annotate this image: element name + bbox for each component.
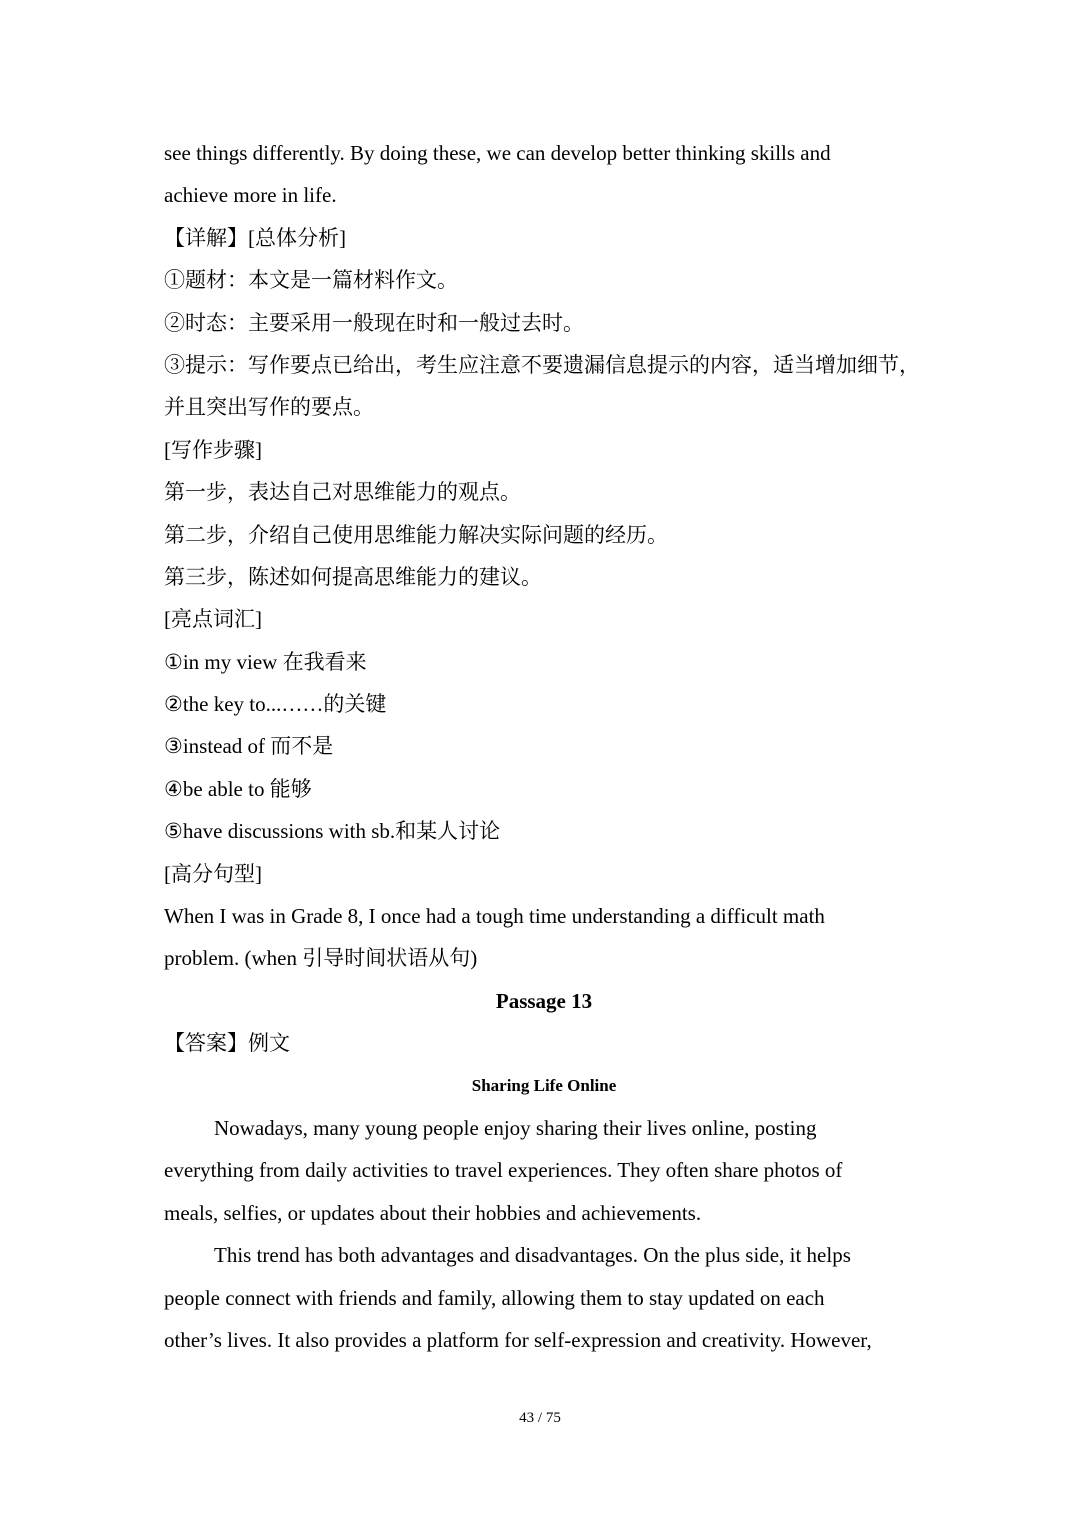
vocabulary-item: ④be able to 能够 bbox=[164, 776, 312, 801]
essay-line: Nowadays, many young people enjoy sharing their lives online, posting bbox=[214, 1115, 817, 1140]
text-line: 第三步，陈述如何提高思维能力的建议。 bbox=[164, 564, 542, 589]
text-line: 第二步，介绍自己使用思维能力解决实际问题的经历。 bbox=[164, 522, 668, 547]
passage-heading: Passage 13 bbox=[495, 988, 593, 1013]
page-number: 43 / 75 bbox=[519, 1410, 561, 1426]
vocabulary-item: ②the key to...……的关键 bbox=[164, 692, 387, 717]
essay-title: Sharing Life Online bbox=[471, 1075, 617, 1095]
essay-line: This trend has both advantages and disadvantages. On the plus side, it helps bbox=[214, 1243, 851, 1268]
text-line: When I was in Grade 8, I once had a tough time understanding a difficult math bbox=[164, 904, 825, 929]
vocabulary-item: ⑤have discussions with sb.和某人讨论 bbox=[164, 819, 501, 844]
essay-line: everything from daily activities to travel experiences. They often share photos of bbox=[164, 1158, 843, 1183]
text-line: achieve more in life. bbox=[164, 183, 337, 208]
vocabulary-item: ③instead of 而不是 bbox=[164, 734, 334, 759]
section-heading-steps: [写作步骤] bbox=[164, 437, 262, 462]
section-heading-analysis: 【详解】[总体分析] bbox=[164, 225, 346, 250]
essay-line: people connect with friends and family, allowing them to stay updated on each bbox=[164, 1285, 825, 1310]
section-heading-sentences: [高分句型] bbox=[164, 861, 262, 886]
text-line: 并且突出写作的要点。 bbox=[164, 395, 374, 420]
text-line: see things differently. By doing these, we can develop better thinking skills and bbox=[164, 141, 831, 165]
essay-line: other’s lives. It also provides a platform for self-expression and creativity. However, bbox=[164, 1327, 872, 1352]
text-line: 第一步，表达自己对思维能力的观点。 bbox=[164, 480, 521, 505]
answer-label: 【答案】例文 bbox=[164, 1031, 290, 1056]
text-line: problem. (when 引导时间状语从句) bbox=[164, 946, 478, 971]
vocabulary-item: ①in my view 在我看来 bbox=[164, 649, 367, 674]
text-line: ②时态：主要采用一般现在时和一般过去时。 bbox=[164, 310, 584, 335]
text-line: ③提示：写作要点已给出，考生应注意不要遗漏信息提示的内容，适当增加细节， bbox=[164, 352, 920, 377]
section-heading-vocabulary: [亮点词汇] bbox=[164, 607, 262, 632]
document-body bbox=[164, 132, 924, 1361]
text-line: ①题材：本文是一篇材料作文。 bbox=[164, 268, 458, 293]
essay-line: meals, selfies, or updates about their hobbies and achievements. bbox=[164, 1200, 702, 1225]
